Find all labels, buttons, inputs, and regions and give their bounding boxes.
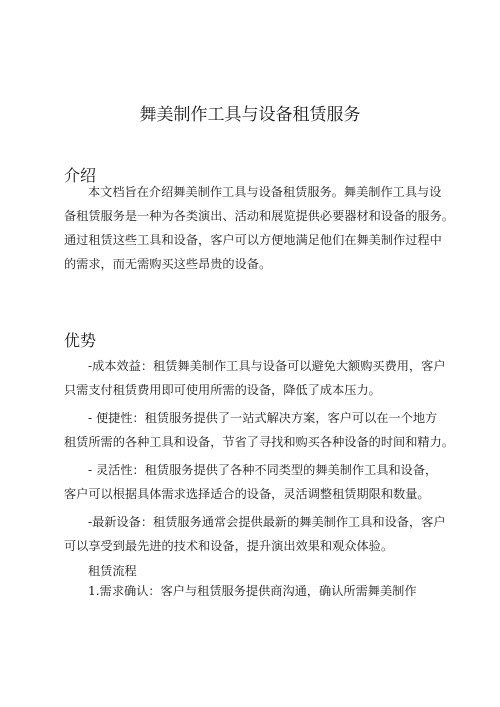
document-title: 舞美制作工具与设备租赁服务 bbox=[139, 105, 361, 125]
advantage-line: 租赁所需的各种工具和设备，节省了寻找和购买各种设备的时间和精力。 bbox=[64, 435, 454, 449]
intro-line: 的需求，而无需购买这些昂贵的设备。 bbox=[64, 257, 272, 271]
process-step-1: 1.需求确认：客户与租赁服务提供商沟通，确认所需舞美制作 bbox=[88, 584, 417, 598]
intro-line: 通过租赁这些工具和设备，客户可以方便地满足他们在舞美制作过程中 bbox=[64, 233, 442, 247]
advantage-line: 只需支付租赁费用即可使用所需的设备，降低了成本压力。 bbox=[64, 383, 381, 397]
intro-heading: 介绍 bbox=[64, 166, 97, 185]
advantage-line: - 便捷性：租赁服务提供了一站式解决方案，客户可以在一个地方 bbox=[88, 411, 438, 425]
advantage-item-convenience bbox=[64, 406, 454, 454]
advantage-line: -最新设备：租赁服务通常会提供最新的舞美制作工具和设备，客户 bbox=[88, 515, 446, 529]
advantage-item-latest-equipment bbox=[64, 510, 448, 558]
advantages-heading: 优势 bbox=[64, 331, 97, 350]
advantage-item-flexibility bbox=[64, 458, 448, 506]
intro-line: 备租赁服务是一种为各类演出、活动和展览提供必要器材和设备的服务。 bbox=[64, 209, 454, 223]
advantages-list bbox=[64, 354, 454, 558]
process-heading: 租赁流程 bbox=[88, 564, 137, 578]
advantage-line: 可以享受到最先进的技术和设备，提升演出效果和观众体验。 bbox=[64, 539, 394, 553]
advantage-item-cost bbox=[64, 354, 448, 402]
intro-paragraph bbox=[64, 180, 454, 276]
advantage-line: - 灵活性：租赁服务提供了各种不同类型的舞美制作工具和设备， bbox=[88, 463, 438, 477]
advantage-line: -成本效益：租赁舞美制作工具与设备可以避免大额购买费用，客户 bbox=[88, 359, 446, 373]
advantage-line: 客户可以根据具体需求选择适合的设备，灵活调整租赁期限和数量。 bbox=[64, 487, 430, 501]
intro-line: 本文档旨在介绍舞美制作工具与设备租赁服务。舞美制作工具与设 bbox=[88, 185, 442, 199]
